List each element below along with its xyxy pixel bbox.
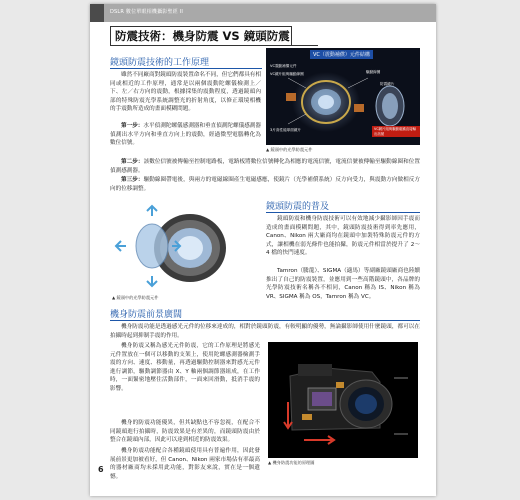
section-rule	[110, 320, 420, 321]
page-number: 6	[98, 465, 104, 474]
figure-title: VC（震動補償）元件結構	[310, 50, 373, 59]
vc-structure-figure	[266, 48, 420, 145]
paragraph: 機身防震功能配合各種鏡頭使用具有普遍作用，因此發展前景更加被看好，但 Canon、Nikon 兩家市場佔有率最高的器材廠商均未採用此功能，對影友來說，實在是一個遺憾。	[110, 448, 260, 480]
main-title: 防震技術：機身防震 VS 鏡頭防震	[110, 26, 292, 46]
stabilizer-element-figure	[112, 200, 250, 292]
main-title-rule	[292, 45, 318, 46]
paragraph: 鏡頭防震和機身防震技術可以有效地減少攝影師因手震而造成的畫面模糊問題，其中，鏡頭防震技術得到率先應用，Canon、Nikon 兩大廠商均在鏡頭中加裝特殊防震元件的方式，讓相機在弱光條件也能拍攝，防震元件相當於提升了 2～4 檔的快門速度。	[266, 216, 420, 257]
figure-label: VC震動補償元件	[270, 64, 297, 68]
step-text: 該數位信號被傳輸至控制電路板，電路板將數位信號轉化為相應的電流信號，電流信號被傳輸至驅動線圈和位置偵測感測器。	[110, 159, 420, 174]
paragraph: Tamron（騰龍）、SIGMA（適馬）等副廠鏡頭廠商也陸續推出了自己的防震裝置，並應用到一些高階鏡頭中，各品牌的光學防震技術名稱各不相同，Canon 稱為 IS、Nikon 稱為 VR、SIGMA 稱為 OS，Tamron 稱為 VC。	[266, 268, 420, 300]
step-label: 第一步：	[121, 123, 144, 129]
section-rule	[266, 212, 420, 213]
running-header	[90, 4, 436, 22]
figure-label: 防震鏡片	[380, 82, 395, 86]
stabilizer-element-illustration	[112, 200, 250, 292]
step-label: 第三步：	[121, 177, 144, 183]
paragraph: 雖然不同廠商對鏡頭防震裝置命名不同，但它們都具有相同或相近的工作原理，通常是以兩個震動陀螺儀檢測上／下、左／右方向的震動，根據採集的震動程度，透過鏡頭內部的特殊防震光學系統調整光的折射角度，以修正環境相機的手震動所造成的畫面模糊問題。	[110, 72, 261, 113]
step-paragraph	[110, 122, 261, 148]
paragraph: 機身防震功能是透過感光元件的位移來達成的，相對於鏡頭防震，有較明顯的優勢，無論攝影師使用什麼鏡頭，都可以在拍攝時起到抑制手震的作用。	[110, 324, 420, 339]
figure-label: 3片高性能球面鏡片	[270, 128, 302, 132]
figure-caption: ▲ 鏡頭中的光學防震元件	[112, 295, 159, 300]
paragraph: 機身防震又稱為感光元件防震，它的工作原理是將感光元件置放在一個可以移動的支架上，使用陀螺感測器檢測手震的方向、速度、移動量，再透過驅動控制器來對感光元件進行調節，驅動調節器由 X、Y 軸兩個調節器組成，在工作時，一面緊密地壓住活動部件，一面來回滑動，抵消手震的影響。	[110, 343, 260, 392]
paragraph: 機身的防震功能優異，但其缺點也不容忽視，在配合不同鏡頭進行拍攝時，防震效果是有差異的，而鏡頭防震由於整合在鏡頭內部，因此可以達到相近的防震效果。	[110, 420, 260, 444]
step-paragraph	[110, 176, 420, 193]
figure-note: VC鏡片組與驅動磁鐵直接輸出訊號	[372, 126, 420, 137]
running-title: DSLR 數位單眼相機攝影聖經 II	[110, 9, 184, 15]
chapter-tab	[90, 4, 104, 22]
step-text: 驅動線圈帶電後，與兩方的電磁線圈產生電磁感應，使鏡片（光學補償系統）反方向受力，與震動方向做相反方向的位移調整。	[110, 177, 420, 192]
step-text: 水平偵測陀螺儀感測器和垂直偵測陀螺儀感測器偵測出水平方向和垂直方向上的震動，經過微型電腦轉化為數位信號。	[110, 123, 261, 147]
section-title-principle: 鏡頭防震技術的工作原理	[110, 58, 210, 68]
step-label: 第二步：	[121, 159, 144, 165]
figure-caption: ▲ 機身防震功能的原理圖	[268, 460, 315, 465]
body-stabilization-figure	[268, 342, 418, 458]
figure-label: VC鏡片組與驅動線圈	[270, 72, 304, 76]
camera-illustration	[268, 342, 418, 458]
figure-caption: ▲ 鏡頭中的光學防震元件	[266, 147, 313, 152]
figure-label: 驅動線圈	[366, 70, 381, 74]
book-page	[90, 4, 436, 496]
step-paragraph	[110, 158, 420, 175]
section-title-popularity: 鏡頭防震的普及	[266, 202, 330, 212]
section-rule	[110, 68, 262, 69]
section-title-body-stabilization: 機身防震前景廣闊	[110, 310, 183, 320]
